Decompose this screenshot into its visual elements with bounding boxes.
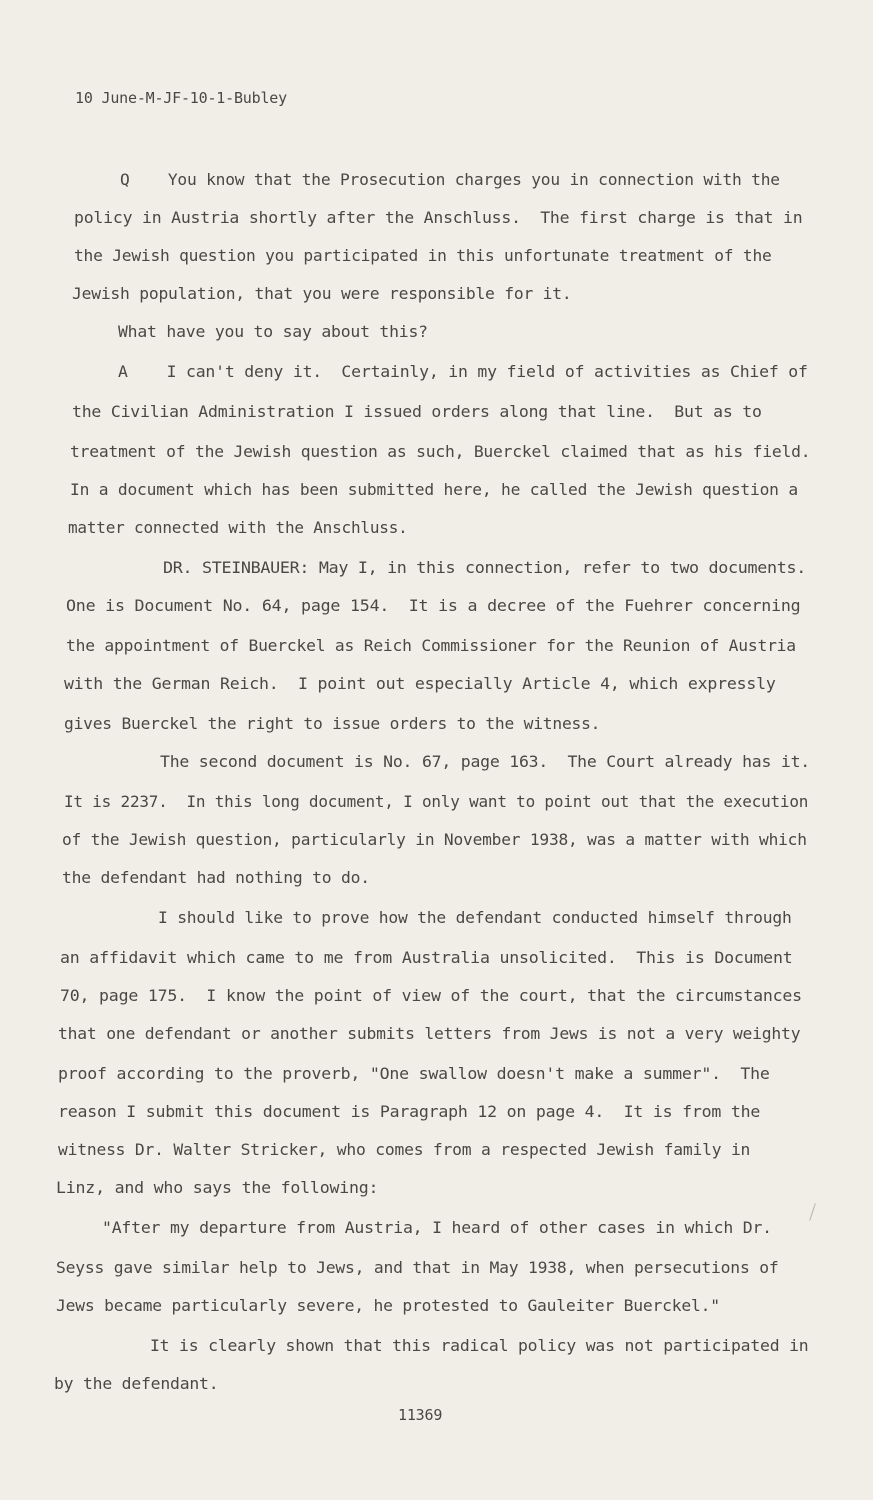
text-line: treatment of the Jewish question as such, Buerckel claimed that as his field. [70, 442, 811, 461]
text-line: One is Document No. 64, page 154. It is a decree of the Fuehrer concerning [66, 596, 801, 615]
text-line: that one defendant or another submits letters from Jews is not a very weighty [58, 1024, 801, 1043]
text-line: reason I submit this document is Paragraph 12 on page 4. It is from the [58, 1102, 761, 1121]
text-line: the appointment of Buerckel as Reich Commissioner for the Reunion of Austria [66, 636, 796, 655]
text-line: proof according to the proverb, "One swallow doesn't make a summer". The [58, 1064, 770, 1083]
text-line: the Civilian Administration I issued orders along that line. But as to [72, 402, 762, 421]
speaker-line-steinbauer: DR. STEINBAUER: May I, in this connection, refer to two documents. [163, 558, 806, 577]
question-line-2: What have you to say about this? [118, 322, 428, 341]
question-line-1: Q You know that the Prosecution charges you in connection with the [120, 170, 780, 189]
text-line: witness Dr. Walter Stricker, who comes from a respected Jewish family in [58, 1140, 751, 1159]
text-line: gives Buerckel the right to issue orders to the witness. [64, 714, 601, 733]
quotation-line: "After my departure from Austria, I heard of other cases in which Dr. [102, 1218, 772, 1237]
text-line: with the German Reich. I point out especially Article 4, which expressly [64, 674, 776, 693]
text-line: by the defendant. [54, 1374, 219, 1393]
text-line: It is clearly shown that this radical policy was not participated in [150, 1336, 809, 1355]
text-line: I should like to prove how the defendant conducted himself through [158, 908, 792, 927]
answer-line-1: A I can't deny it. Certainly, in my field of activities as Chief of [118, 362, 808, 381]
text-line: of the Jewish question, particularly in November 1938, was a matter with which [62, 830, 807, 849]
quotation-line: Seyss gave similar help to Jews, and that in May 1938, when persecutions of [56, 1258, 779, 1277]
text-line: In a document which has been submitted here, he called the Jewish question a [70, 480, 798, 499]
text-line: The second document is No. 67, page 163. The Court already has it. [160, 752, 810, 771]
text-line: Jewish population, that you were responsible for it. [72, 284, 572, 303]
text-line: policy in Austria shortly after the Anschluss. The first charge is that in [74, 208, 803, 227]
text-line: the defendant had nothing to do. [62, 868, 370, 887]
text-line: It is 2237. In this long document, I only want to point out that the execution [64, 792, 809, 811]
text-line: Linz, and who says the following: [56, 1178, 379, 1197]
page-number: 11369 [398, 1406, 443, 1424]
text-line: matter connected with the Anschluss. [68, 518, 408, 537]
text-line: an affidavit which came to me from Australia unsolicited. This is Document [60, 948, 793, 967]
text-line: the Jewish question you participated in this unfortunate treatment of the [74, 246, 772, 265]
text-line: 70, page 175. I know the point of view of the court, that the circumstances [60, 986, 802, 1005]
ink-mark [809, 1203, 816, 1220]
page-header: 10 June-M-JF-10-1-Bubley [75, 89, 287, 107]
quotation-line: Jews became particularly severe, he protested to Gauleiter Buerckel." [56, 1296, 720, 1315]
